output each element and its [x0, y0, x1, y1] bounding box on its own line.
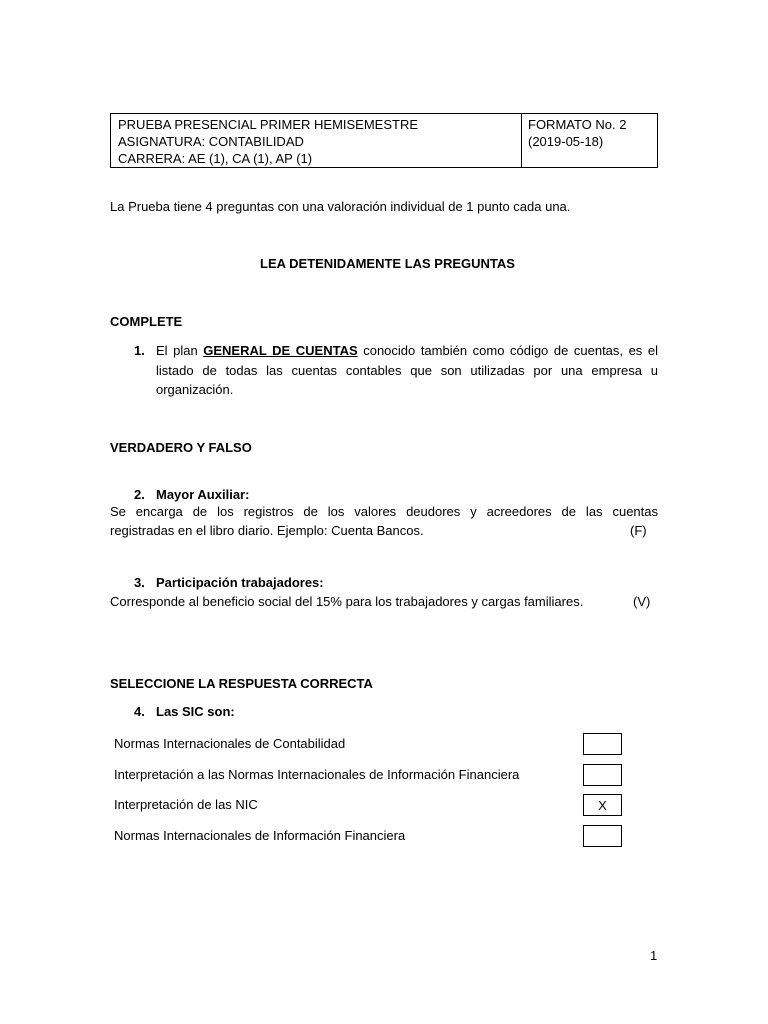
q4-option-2-label: Interpretación a las Normas Internacionales de Información Financiera	[114, 767, 520, 782]
header-date: (2019-05-18)	[528, 134, 604, 149]
q1-answer: GENERAL DE CUENTAS	[203, 343, 358, 358]
instruction-heading: LEA DETENIDAMENTE LAS PREGUNTAS	[260, 256, 515, 271]
q4-option-2-checkbox[interactable]	[583, 764, 622, 786]
q1-text	[156, 341, 658, 400]
q4-option-4-checkbox[interactable]	[583, 825, 622, 847]
header-left-cell	[111, 114, 522, 167]
header-subject: ASIGNATURA: CONTABILIDAD	[118, 134, 304, 149]
q3-number: 3.	[134, 575, 145, 590]
section-select-title: SELECCIONE LA RESPUESTA CORRECTA	[110, 676, 373, 691]
q3-heading: Participación trabajadores:	[156, 575, 324, 590]
q2-answer: (F)	[630, 523, 647, 538]
q4-option-3-mark: X	[598, 797, 607, 813]
q4-option-3-checkbox[interactable]	[583, 794, 622, 816]
page-number: 1	[650, 948, 658, 963]
q4-number: 4.	[134, 704, 145, 719]
header-career: CARRERA: AE (1), CA (1), AP (1)	[118, 151, 313, 166]
q1-number: 1.	[134, 343, 145, 358]
q1-prefix: El plan	[156, 343, 204, 358]
q1-suffix: conocido también como código de cuentas, es el listado de todas las cuentas contables que son utilizadas por una empresa u organización.	[156, 343, 658, 397]
intro-text: La Prueba tiene 4 preguntas con una valoración individual de 1 punto cada una.	[110, 199, 571, 214]
section-tf-title: VERDADERO Y FALSO	[110, 440, 252, 455]
header-format: FORMATO No. 2	[528, 117, 627, 132]
q4-option-3-label: Interpretación de las NIC	[114, 797, 258, 812]
q2-number: 2.	[134, 487, 145, 502]
q3-text: Corresponde al beneficio social del 15% para los trabajadores y cargas familiares.	[110, 594, 584, 609]
q4-option-4-label: Normas Internacionales de Información Financiera	[114, 828, 406, 843]
q4-option-1-checkbox[interactable]	[583, 733, 622, 755]
q3-answer: (V)	[633, 594, 651, 609]
q4-option-1-label: Normas Internacionales de Contabilidad	[114, 736, 346, 751]
q4-heading: Las SIC son:	[156, 704, 235, 719]
header-right-cell	[522, 114, 657, 167]
header-title: PRUEBA PRESENCIAL PRIMER HEMISEMESTRE	[118, 117, 419, 132]
q2-text-line1: Se encarga de los registros de los valores deudores y acreedores de las cuentas	[110, 504, 658, 519]
header-table	[110, 113, 658, 168]
q2-text-line2: registradas en el libro diario. Ejemplo: Cuenta Bancos.	[110, 523, 424, 538]
section-complete-title: COMPLETE	[110, 314, 183, 329]
q2-heading: Mayor Auxiliar:	[156, 487, 250, 502]
